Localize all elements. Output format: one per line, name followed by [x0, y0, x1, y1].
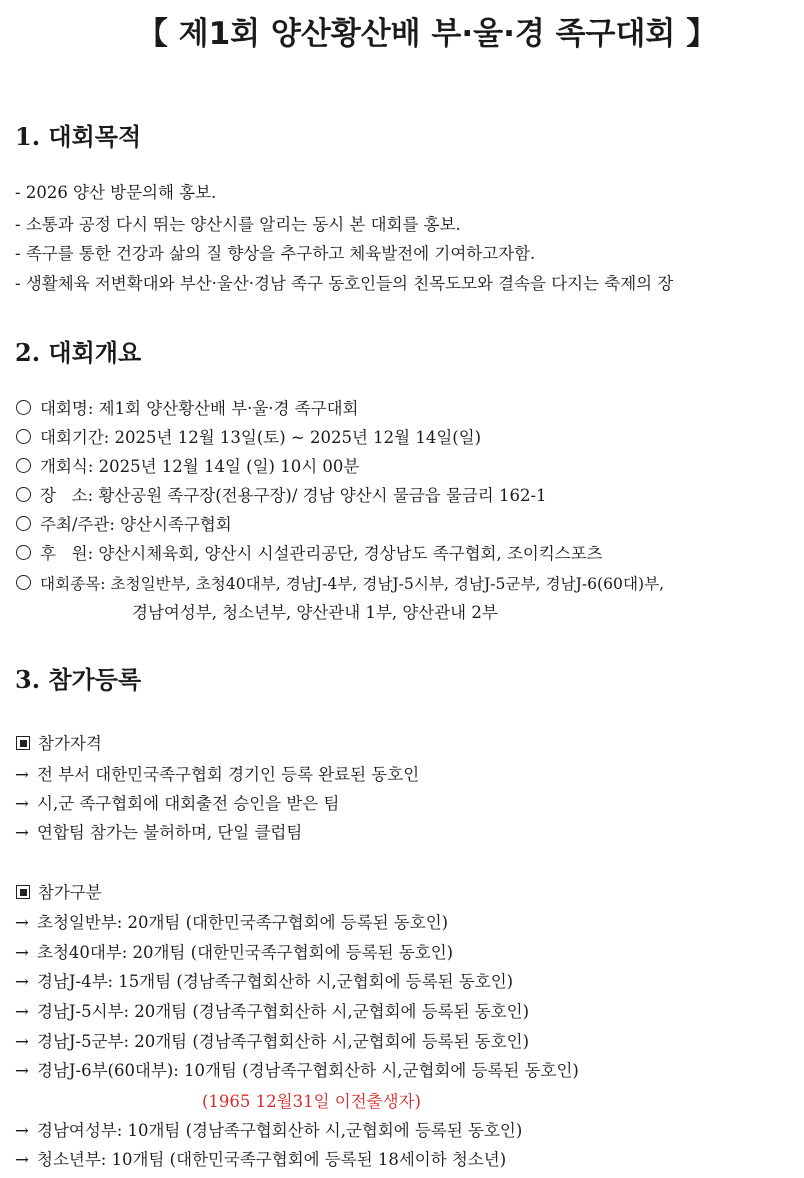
division-text: 경남J-5군부: 20개팀 (경남족구협회산하 시,군협회에 등록된 동호인) [37, 1032, 530, 1051]
overview-text: 대회종목: 초청일반부, 초청40대부, 경남J-4부, 경남J-5시부, 경남J-5군부, 경남J-6(60대)부, [40, 575, 665, 593]
arrow-icon: → [15, 1121, 29, 1140]
overview-text: 주최/주관: 양산시족구협회 [40, 515, 232, 534]
qualification-label: 참가자격 [38, 734, 102, 753]
overview-item [15, 515, 232, 535]
overview-item [15, 457, 359, 477]
circle-bullet-icon [16, 400, 31, 415]
section-1-heading: 1. 대회목적 [15, 122, 142, 151]
qualification-item [15, 765, 419, 785]
division-text: 초청40대부: 20개팀 (대한민국족구협회에 등록된 동호인) [37, 943, 454, 962]
overview-item [15, 399, 359, 419]
purpose-item: - 생활체육 저변확대와 부산·울산·경남 족구 동호인들의 친목도모와 결속을 다지는 축제의 장 [15, 274, 674, 293]
arrow-icon: → [15, 1032, 29, 1051]
division-text: 청소년부: 10개팀 (대한민국족구협회에 등록된 18세이하 청소년) [37, 1150, 507, 1169]
qualification-heading [15, 734, 102, 754]
division-item [15, 972, 513, 992]
square-bullet-icon [16, 736, 30, 750]
overview-item [15, 544, 603, 564]
division-heading [15, 883, 102, 903]
overview-item [15, 574, 664, 594]
overview-text: 개회식: 2025년 12월 14일 (일) 10시 00분 [40, 457, 360, 476]
overview-item [15, 486, 547, 506]
qualification-text: 시,군 족구협회에 대회출전 승인을 받은 팀 [37, 794, 340, 813]
circle-bullet-icon [16, 458, 31, 473]
overview-text: 대회명: 제1회 양산황산배 부·울·경 족구대회 [40, 399, 359, 418]
overview-text: 대회기간: 2025년 12월 13일(토) ~ 2025년 12월 14일(일) [40, 428, 482, 447]
overview-item [15, 428, 481, 448]
circle-bullet-icon [16, 516, 31, 531]
arrow-icon: → [15, 913, 29, 932]
arrow-icon: → [15, 1150, 29, 1169]
division-text: 초청일반부: 20개팀 (대한민국족구협회에 등록된 동호인) [37, 913, 449, 932]
division-item [15, 913, 448, 933]
arrow-icon: → [15, 765, 29, 784]
circle-bullet-icon [16, 429, 31, 444]
division-item [15, 943, 453, 963]
division-item [15, 1150, 506, 1170]
division-text: 경남J-5시부: 20개팀 (경남족구협회산하 시,군협회에 등록된 동호인) [37, 1002, 530, 1021]
overview-text: 장 소: 황산공원 족구장(전용구장)/ 경남 양산시 물금읍 물금리 162-1 [40, 486, 547, 505]
division-item [15, 1002, 529, 1022]
overview-text: 후 원: 양산시체육회, 양산시 시설관리공단, 경상남도 족구협회, 조이킥스포츠 [40, 544, 603, 563]
arrow-icon: → [15, 1061, 29, 1080]
document-title: 【 제1회 양산황산배 부·울·경 족구대회 】 [136, 16, 718, 52]
arrow-icon: → [15, 943, 29, 962]
arrow-icon: → [15, 794, 29, 813]
circle-bullet-icon [16, 575, 31, 590]
qualification-text: 전 부서 대한민국족구협회 경기인 등록 완료된 동호인 [37, 765, 420, 784]
division-item [15, 1061, 579, 1081]
purpose-item: - 소통과 공정 다시 뛰는 양산시를 알리는 동시 본 대회를 홍보. [15, 215, 461, 234]
section-3-heading: 3. 참가등록 [15, 665, 142, 694]
square-bullet-icon [16, 885, 30, 899]
circle-bullet-icon [16, 545, 31, 560]
arrow-icon: → [15, 972, 29, 991]
qualification-item [15, 823, 302, 843]
division-birth-note: (1965 12월31일 이전출생자) [202, 1092, 421, 1111]
qualification-text: 연합팀 참가는 불허하며, 단일 클럽팀 [37, 823, 303, 842]
purpose-item: - 2026 양산 방문의해 홍보. [15, 183, 217, 202]
division-text: 경남여성부: 10개팀 (경남족구협회산하 시,군협회에 등록된 동호인) [37, 1121, 523, 1140]
arrow-icon: → [15, 1002, 29, 1021]
overview-continuation: 경남여성부, 청소년부, 양산관내 1부, 양산관내 2부 [132, 603, 498, 622]
division-item [15, 1032, 529, 1052]
division-label: 참가구분 [38, 883, 102, 902]
arrow-icon: → [15, 823, 29, 842]
division-text: 경남J-6부(60대부): 10개팀 (경남족구협회산하 시,군협회에 등록된 동호인) [37, 1061, 579, 1080]
purpose-item: - 족구를 통한 건강과 삶의 질 향상을 추구하고 체육발전에 기여하고자함. [15, 244, 536, 263]
division-item [15, 1121, 522, 1141]
division-text: 경남J-4부: 15개팀 (경남족구협회산하 시,군협회에 등록된 동호인) [37, 972, 514, 991]
section-2-heading: 2. 대회개요 [15, 338, 142, 367]
qualification-item [15, 794, 339, 814]
circle-bullet-icon [16, 487, 31, 502]
